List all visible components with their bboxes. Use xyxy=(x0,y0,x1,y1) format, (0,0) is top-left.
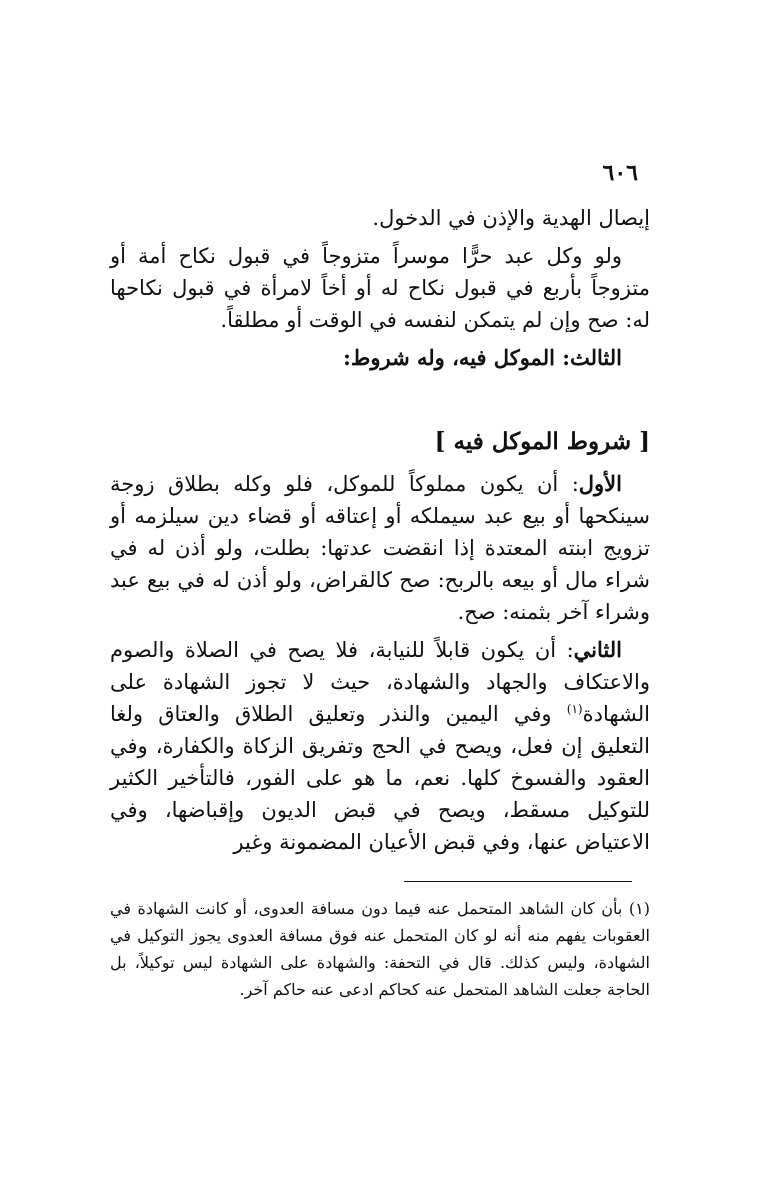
third-pillar-heading: الثالث: الموكل فيه، وله شروط: xyxy=(343,345,622,370)
footnote-1: (١) بأن كان الشاهد المتحمل عنه فيما دون مسافة العدوى، أو كانت الشهادة في العقوبات يفهم منه أنه لو كان المتحمل عنه فوق مسافة العدوى يجوز التوكيل في الشهادة، وليس كذلك. قال في التحفة: والشهادة على الشهادة ليس توكيلاً، بل الحاجة جعلت الشاهد المتحمل عنه كحاكم ادعى عنه حاكم آخر. xyxy=(110,899,650,999)
condition-first-text: : أن يكون مملوكاً للموكل، فلو وكله بطلاق زوجة سينكحها أو بيع عبد سيملكه أو إعتاقه أو قضاء دين سيلزمه أو تزويج ابنته المعتدة إذا انقضت عدتها: بطلت، ولو أذن له في شراء مال أو بيعه بالربح: صح كالقراض، ولو أذن له في بيع عبد وشراء آخر بثمنه: صح. xyxy=(110,472,650,624)
condition-first xyxy=(110,468,650,628)
page-number: ٦٠٦ xyxy=(602,160,638,186)
section-title: [ شروط الموكل فيه ] xyxy=(434,428,650,455)
condition-second-text-a: : أن يكون قابلاً للنيابة، فلا يصح في الصلاة والصوم والاعتكاف والجهاد والشهادة، حيث لا تجوز الشهادة على الشهادة xyxy=(110,638,650,726)
footnote-marker: (١) xyxy=(566,702,583,716)
paragraph-2: ولو وكل عبد حرًّا موسراً متزوجاً في قبول نكاح أمة أو متزوجاً بأربع في قبول نكاح له أو أخاً لامرأة في قبول نكاحها له: صح وإن لم يتمكن لنفسه في الوقت أو مطلقاً. xyxy=(110,244,650,332)
footnote-divider xyxy=(404,881,632,882)
condition-second-text-b: وفي اليمين والنذر وتعليق الطلاق والعتاق ولغا التعليق إن فعل، ويصح في الحج وتفريق الزكاة والكفارة، وفي العقود والفسوخ كلها. نعم، ما هو على الفور، فالتأخير الكثير للتوكيل مسقط، ويصح في قبض الديون وإقباضها، وفي الاعتياض عنها، وفي قبض الأعيان المضمونة وغير xyxy=(110,702,650,854)
main-text xyxy=(110,202,650,864)
condition-second-lead: الثاني xyxy=(573,637,622,662)
paragraph-1: إيصال الهدية والإذن في الدخول. xyxy=(372,206,650,230)
condition-second xyxy=(110,634,650,858)
footnotes xyxy=(110,895,650,1003)
condition-first-lead: الأول xyxy=(578,471,622,496)
